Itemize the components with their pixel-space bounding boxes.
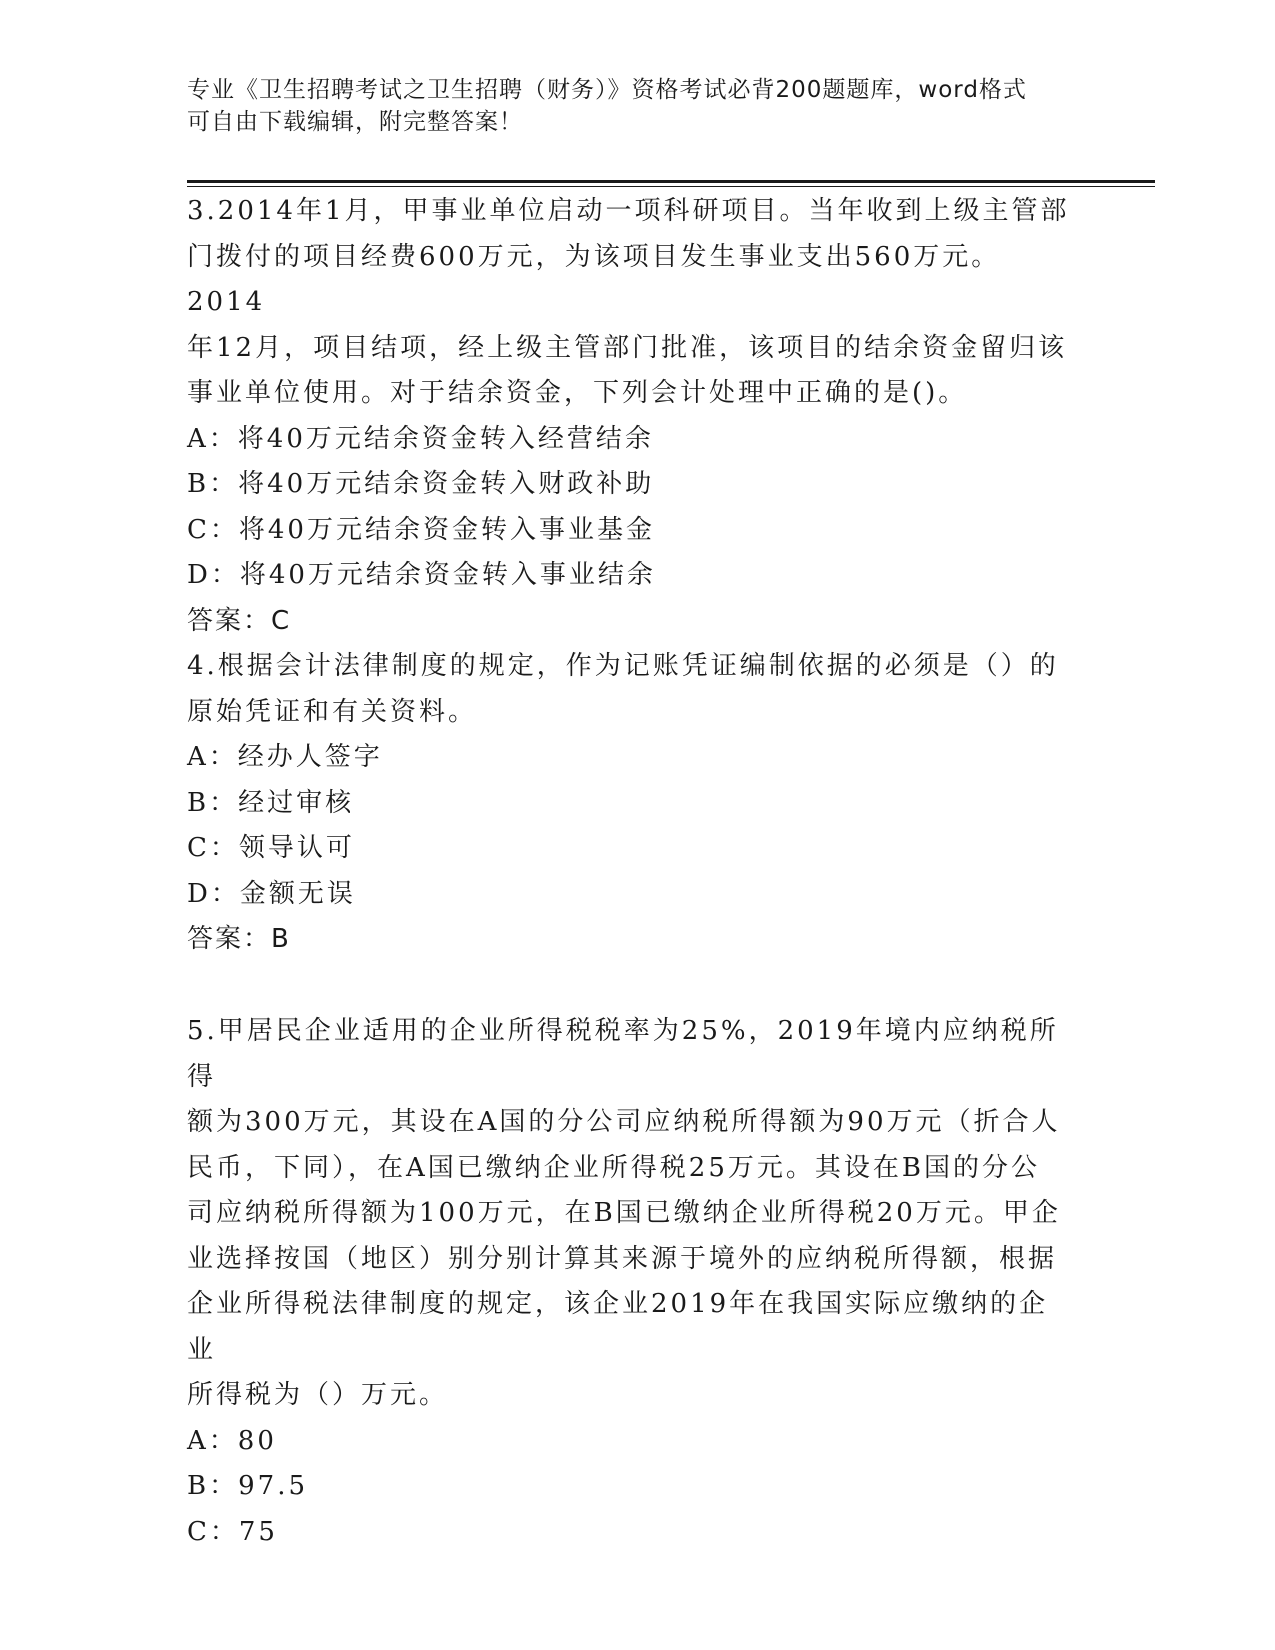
option-d: D：金额无误 xyxy=(187,878,356,909)
question-stem-line: 事业单位使用。对于结余资金，下列会计处理中正确的是()。 xyxy=(187,378,968,408)
document-header xyxy=(187,74,1087,138)
header-title-line-1: 专业《卫生招聘考试之卫生招聘（财务）》资格考试必背200题题库，word格式 xyxy=(187,77,1027,103)
question-4 xyxy=(187,644,1077,963)
question-stem-line: 3.2014年1月，甲事业单位启动一项科研项目。当年收到上级主管部 xyxy=(187,196,1070,226)
question-stem-line: 原始凭证和有关资料。 xyxy=(187,696,478,727)
question-stem-line: 额为300万元，其设在A国的分公司应纳税所得额为90万元（折合人 xyxy=(187,1107,1061,1137)
header-divider-thick xyxy=(187,180,1155,183)
answer-line: 答案：C xyxy=(187,605,292,636)
option-a: A：经办人签字 xyxy=(187,742,383,772)
header-divider-thin xyxy=(187,186,1155,187)
question-stem-line: 年12月，项目结项，经上级主管部门批准，该项目的结余资金留归该 xyxy=(187,332,1068,363)
question-stem-line: 企业所得税法律制度的规定，该企业2019年在我国实际应缴纳的企业 xyxy=(187,1289,1049,1365)
option-b: B：将40万元结余资金转入财政补助 xyxy=(187,469,655,499)
option-d: D：将40万元结余资金转入事业结余 xyxy=(187,560,656,590)
option-c: C：75 xyxy=(187,1516,278,1547)
answer-line: 答案：B xyxy=(187,924,291,954)
question-stem-line: 5.甲居民企业适用的企业所得税税率为25%，2019年境内应纳税所得 xyxy=(187,1016,1059,1092)
question-stem-line: 民币，下同），在A国已缴纳企业所得税25万元。其设在B国的分公 xyxy=(187,1152,1040,1183)
question-stem-line: 业选择按国（地区）别分别计算其来源于境外的应纳税所得额，根据 xyxy=(187,1243,1058,1274)
question-stem-line: 司应纳税所得额为100万元，在B国已缴纳企业所得税20万元。甲企 xyxy=(187,1198,1061,1228)
question-stem-line: 所得税为（）万元。 xyxy=(187,1380,449,1410)
option-a: A：80 xyxy=(187,1425,277,1456)
option-b: B：97.5 xyxy=(187,1471,308,1501)
question-stem-line: 门拨付的项目经费600万元，为该项目发生事业支出560万元。2014 xyxy=(187,241,1001,317)
header-title-line-2: 可自由下载编辑，附完整答案！ xyxy=(187,109,523,135)
question-5 xyxy=(187,1009,1077,1555)
option-c: C：领导认可 xyxy=(187,833,355,863)
option-b: B：经过审核 xyxy=(187,787,355,818)
question-stem-line: 4.根据会计法律制度的规定，作为记账凭证编制依据的必须是（）的 xyxy=(187,651,1059,681)
option-a: A：将40万元结余资金转入经营结余 xyxy=(187,423,654,454)
question-3 xyxy=(187,189,1077,644)
option-c: C：将40万元结余资金转入事业基金 xyxy=(187,514,655,545)
